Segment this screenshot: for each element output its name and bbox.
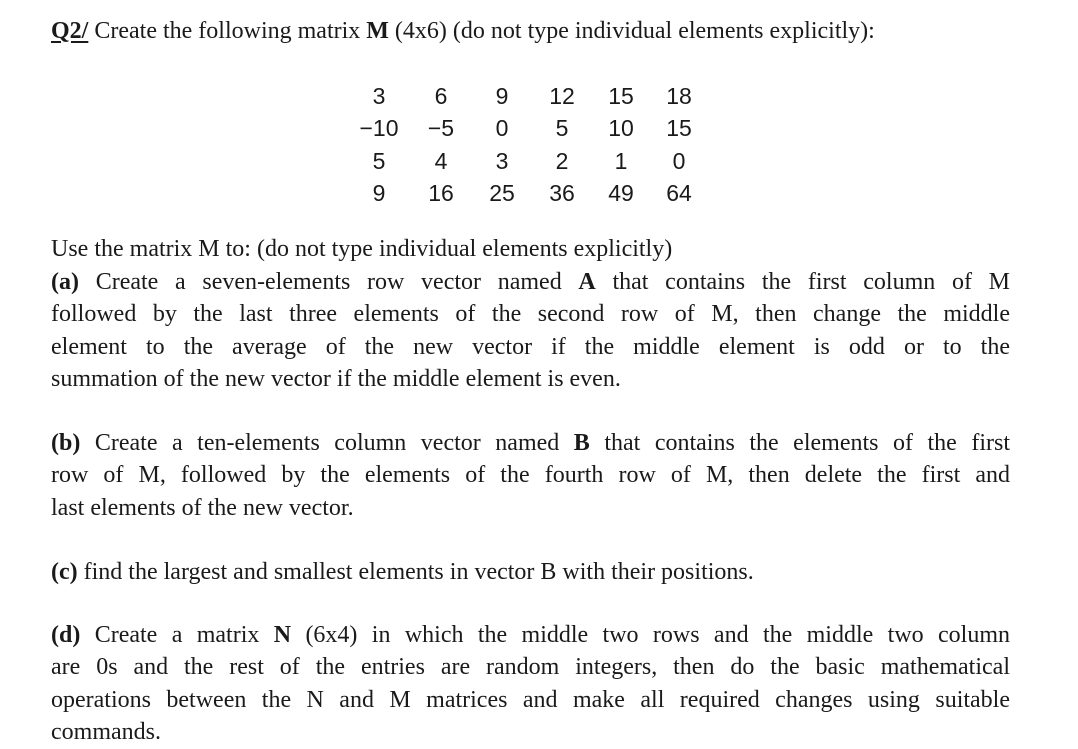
part-b-line-2: row of M, followed by the elements of the fourth row of M, then delete the first and	[51, 462, 1010, 489]
matrix-cell: 4	[434, 147, 448, 174]
part-b-paragraph	[51, 427, 1010, 524]
matrix-row	[348, 80, 708, 113]
part-a-line-3: element to the average of the new vector if the middle element is odd or to the	[51, 333, 1010, 360]
part-a-line-4: summation of the new vector if the middle element is even.	[51, 366, 621, 393]
matrix-cell: 15	[666, 115, 692, 142]
vector-a-name: A	[578, 269, 596, 295]
matrix-cell: 3	[495, 147, 509, 174]
matrix-cell: 1	[614, 147, 628, 174]
part-d-text: Create a matrix	[80, 622, 274, 648]
part-b-text: that contains the elements of the first	[589, 430, 1011, 456]
part-b-text: Create a ten-elements column vector named	[80, 430, 574, 456]
intro-line: Use the matrix M to: (do not type individual elements explicitly)	[51, 236, 673, 262]
matrix-cell: 10	[608, 115, 634, 142]
matrix-row	[348, 145, 708, 178]
matrix-row	[348, 178, 708, 211]
part-d-line-3: operations between the N and M matrices and make all required changes using suitable	[51, 686, 1010, 713]
matrix-cell: 16	[428, 180, 454, 207]
matrix-cell: 36	[549, 180, 575, 207]
matrix-cell: 18	[666, 82, 692, 109]
vector-b-name: B	[573, 430, 590, 456]
part-d-text: (6x4) in which the middle two rows and the middle two column	[291, 622, 1010, 648]
part-d-paragraph	[51, 619, 1010, 749]
matrix-cell: 0	[672, 147, 686, 174]
part-b-line-3: last elements of the new vector.	[51, 494, 354, 521]
part-c-paragraph	[51, 556, 1010, 588]
question-title	[51, 18, 875, 45]
part-a-text: that contains the first column of M	[595, 269, 1010, 295]
matrix-cell: 3	[372, 82, 386, 109]
part-a-text: Create a seven-elements row vector named	[78, 269, 579, 295]
part-a-line-1	[51, 266, 1010, 298]
question-number: Q2/	[51, 18, 89, 44]
part-c-label: (c)	[51, 559, 78, 585]
part-c-text: find the largest and smallest elements in vector B with their positions.	[77, 559, 754, 585]
part-d-line-4: commands.	[51, 719, 161, 746]
part-a-label: (a)	[51, 269, 79, 295]
matrix-cell: 15	[608, 82, 634, 109]
matrix-cell: 12	[549, 82, 575, 109]
matrix-cell: −5	[427, 115, 455, 142]
matrix-cell: 2	[555, 147, 569, 174]
matrix-cell: 9	[372, 180, 386, 207]
part-d-label: (d)	[51, 622, 81, 648]
part-d-line-1	[51, 619, 1010, 651]
part-a-line-2: followed by the last three elements of the second row of M, then change the middle	[51, 301, 1010, 328]
title-matrix-name: M	[366, 18, 389, 44]
matrix-row	[348, 113, 708, 146]
part-c-line-1	[51, 556, 1010, 588]
matrix-cell: −10	[359, 115, 399, 142]
matrix-cell: 64	[666, 180, 692, 207]
intro-paragraph	[51, 233, 1010, 265]
title-text-end: (4x6) (do not type individual elements explicitly):	[388, 18, 875, 44]
matrix-cell: 25	[489, 180, 515, 207]
matrix-cell: 0	[495, 115, 509, 142]
matrix-n-name: N	[273, 622, 292, 648]
matrix-m	[348, 80, 708, 210]
matrix-cell: 5	[555, 115, 569, 142]
matrix-cell: 9	[495, 82, 509, 109]
matrix-cell: 6	[434, 82, 448, 109]
part-b-line-1	[51, 427, 1010, 459]
matrix-cell: 5	[372, 147, 386, 174]
part-d-line-2: are 0s and the rest of the entries are random integers, then do the basic mathematical	[51, 654, 1010, 681]
part-b-label: (b)	[51, 430, 81, 456]
title-text: Create the following matrix	[88, 18, 367, 44]
part-a-paragraph	[51, 266, 1010, 396]
matrix-cell: 49	[608, 180, 634, 207]
